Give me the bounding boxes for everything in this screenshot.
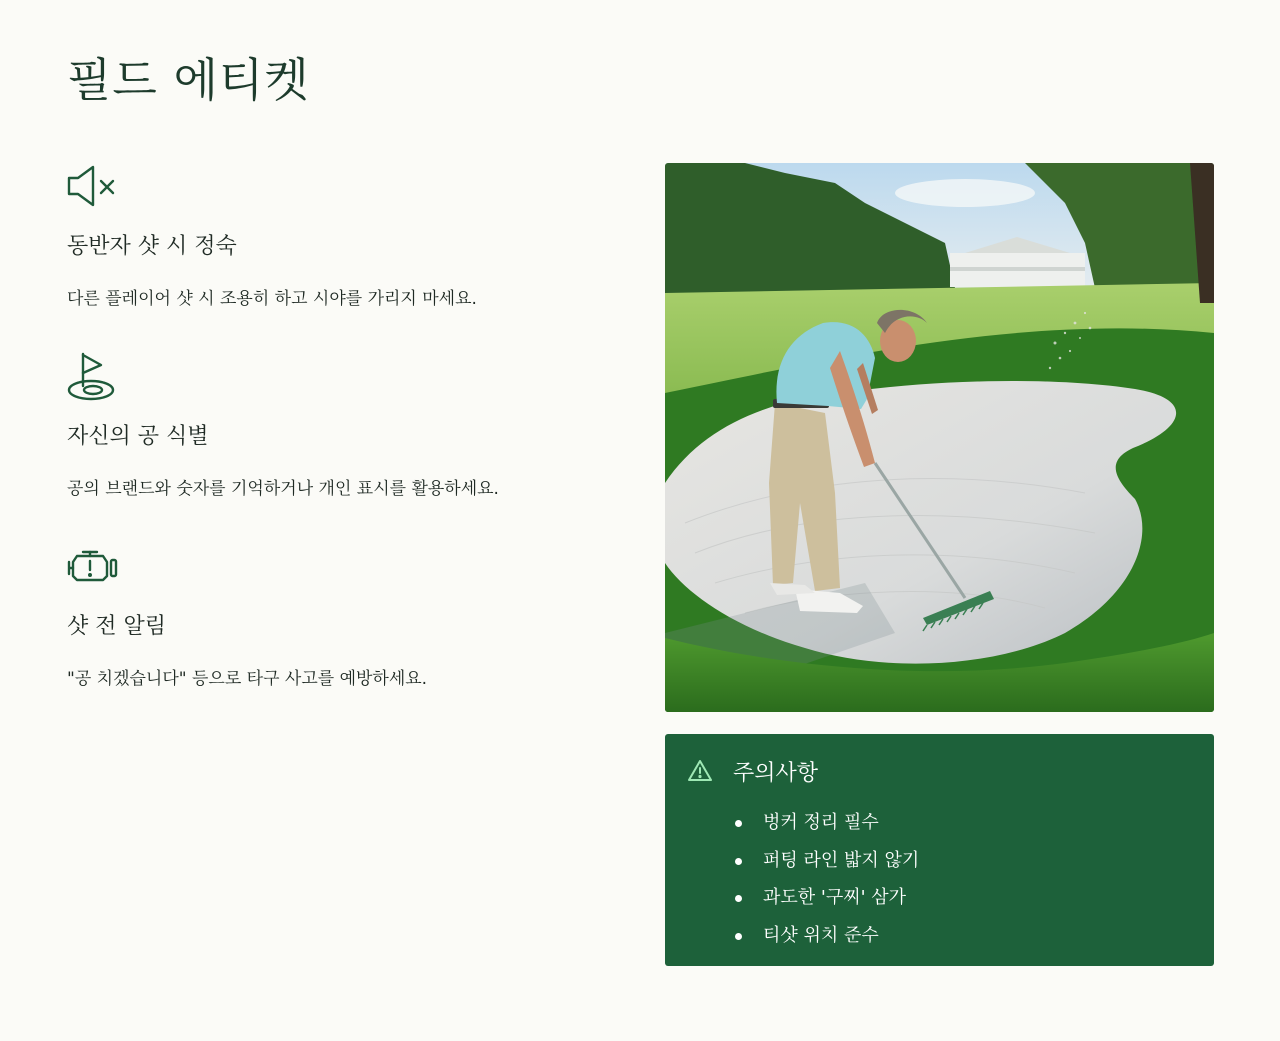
list-item: 티샷 위치 준수 bbox=[733, 917, 919, 955]
speaker-muted-icon bbox=[67, 162, 119, 212]
golfer-raking-bunker-photo bbox=[665, 163, 1214, 712]
rule-description: 다른 플레이어 샷 시 조용히 하고 시야를 가리지 마세요. bbox=[67, 289, 477, 309]
caution-list bbox=[733, 804, 919, 954]
rule-title: 자신의 공 식별 bbox=[67, 424, 209, 449]
rule-title: 샷 전 알림 bbox=[67, 614, 166, 639]
caution-title: 주의사항 bbox=[733, 760, 819, 786]
caution-header bbox=[687, 756, 818, 786]
engine-warning-icon bbox=[67, 542, 119, 592]
caution-box bbox=[665, 734, 1214, 966]
rule-identify-ball bbox=[67, 352, 567, 499]
rule-description: 공의 브랜드와 숫자를 기억하거나 개인 표시를 활용하세요. bbox=[67, 479, 499, 499]
golf-flag-hole-icon bbox=[67, 352, 119, 402]
rule-call-before-shot bbox=[67, 542, 567, 689]
rule-quiet-during-shot bbox=[67, 162, 567, 309]
rule-title: 동반자 샷 시 정숙 bbox=[67, 234, 237, 259]
page-title: 필드 에티켓 bbox=[67, 53, 310, 107]
list-item: 퍼팅 라인 밟지 않기 bbox=[733, 842, 919, 880]
rule-description: "공 치겠습니다" 등으로 타구 사고를 예방하세요. bbox=[67, 669, 428, 689]
warning-triangle-icon bbox=[687, 758, 713, 784]
list-item: 벙커 정리 필수 bbox=[733, 804, 919, 842]
list-item: 과도한 '구찌' 삼가 bbox=[733, 879, 919, 917]
